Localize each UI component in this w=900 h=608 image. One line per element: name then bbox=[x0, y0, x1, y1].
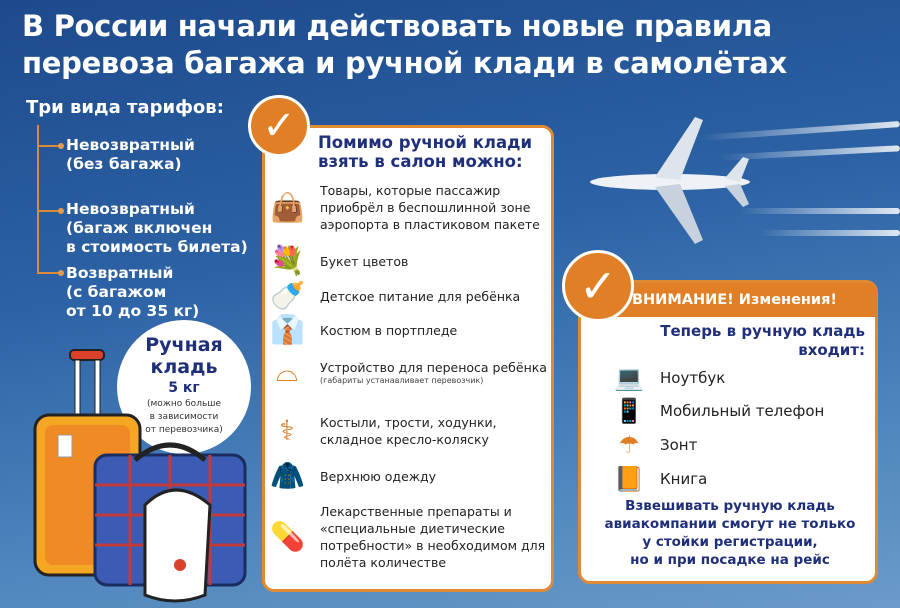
luggage-illustration bbox=[30, 345, 270, 608]
changes-footer: Взвешивать ручную кладь авиакомпании смогут не только у стойки регистрации, но и при посадке на рейс bbox=[604, 498, 856, 568]
umbrella-icon: ☂ bbox=[618, 431, 640, 459]
list-item: 👔 Костюм в портпледе bbox=[270, 313, 458, 346]
hand-luggage-badge: Ручная кладь 5 кг (можно больше в зависимости от перевозчика) bbox=[117, 320, 251, 454]
page-title bbox=[22, 8, 787, 82]
airplane-icon bbox=[585, 112, 755, 247]
list-item: 💻 Ноутбук bbox=[612, 364, 725, 392]
phone-icon: 📱 bbox=[614, 397, 644, 425]
list-item: 📙 Книга bbox=[612, 465, 707, 493]
baby-carrier-icon: ⌓ bbox=[275, 355, 299, 388]
laptop-icon: 💻 bbox=[614, 364, 644, 392]
tariff-item: Возвратный (с багажом от 10 до 35 кг) bbox=[66, 264, 200, 320]
allowed-heading: Помимо ручной клади взять в салон можно: bbox=[318, 133, 533, 171]
bullet bbox=[37, 145, 61, 147]
baby-bottle-icon: 🍼 bbox=[270, 279, 305, 312]
checkmark-icon: ✓ bbox=[562, 250, 634, 322]
title-line-1: В России начали действовать новые правила bbox=[22, 9, 772, 43]
pills-icon: 💊 bbox=[270, 520, 305, 553]
tariffs-heading: Три вида тарифов: bbox=[26, 97, 224, 118]
list-item: ⌓ Устройство для переноса ребёнка (габариты устанавливает перевозчик) bbox=[270, 355, 550, 389]
cane-icon: ⚕ bbox=[279, 414, 295, 447]
bullet bbox=[37, 272, 61, 274]
title-line-2: перевоза багажа и ручной клади в самолётах bbox=[22, 46, 787, 80]
contrail bbox=[760, 230, 900, 236]
changes-subheading: Теперь в ручную кладь входит: bbox=[660, 322, 865, 359]
bullet bbox=[37, 210, 61, 212]
flower-bouquet-icon: 💐 bbox=[270, 244, 305, 277]
list-item: 💊 Лекарственные препараты и «специальные диетические потребности» в необходимом для полёта количестве bbox=[270, 504, 546, 570]
tariff-item: Невозвратный (без багажа) bbox=[66, 136, 195, 173]
list-item: 🧥 Верхнюю одежду bbox=[270, 459, 437, 492]
list-item: ☂ Зонт bbox=[612, 431, 697, 459]
checkmark-icon: ✓ bbox=[248, 95, 310, 157]
list-item: 👜 Товары, которые пассажир приобрёл в беспошлинной зоне аэропорта в пластиковом пакете bbox=[270, 183, 540, 232]
list-item: 💐 Букет цветов bbox=[270, 244, 409, 277]
list-item: ⚕ Костыли, трости, ходунки, складное кресло-коляску bbox=[270, 414, 550, 448]
tariff-item: Невозвратный (багаж включен в стоимость билета) bbox=[66, 200, 248, 256]
coat-icon: 🧥 bbox=[270, 459, 305, 492]
list-item: 📱 Мобильный телефон bbox=[612, 397, 824, 425]
suit-icon: 👔 bbox=[270, 313, 305, 346]
duty-free-bag-icon: 👜 bbox=[270, 190, 305, 224]
list-item: 🍼 Детское питание для ребёнка bbox=[270, 279, 521, 312]
contrail bbox=[740, 208, 900, 214]
book-icon: 📙 bbox=[614, 465, 644, 493]
changes-header: ВНИМАНИЕ! Изменения! bbox=[612, 283, 877, 317]
tariff-line bbox=[37, 125, 39, 273]
